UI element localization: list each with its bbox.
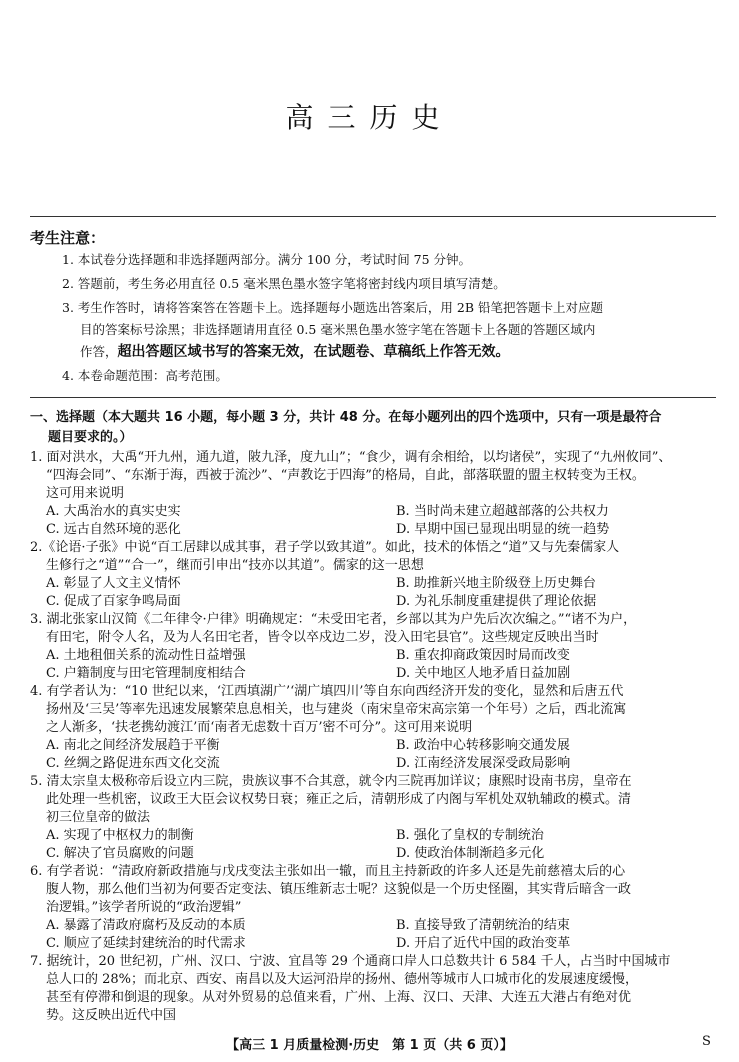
q6-option-b: B. 直接导致了清朝统治的结束 [396,918,570,933]
q1-option-c: C. 远古自然环境的恶化 [46,522,181,537]
q2-line-1: 2.《论语·子张》中说“百工居肆以成其事，君子学以致其道”。如此，技术的体悟之“道”又与先秦儒家人 [30,540,620,555]
q5-option-a: A. 实现了中枢权力的制衡 [46,828,194,843]
q6-option-d: D. 开启了近代中国的政治变革 [396,936,571,951]
q4-line-1: 4. 有学者认为：“10 世纪以来，‘江西填湖广’‘湖广填四川’等自东向西经济开发的变化，显然和后唐五代 [30,684,624,699]
q7-line-3: 甚至有停滞和倒退的现象。从对外贸易的总值来看，广州、上海、汉口、天津、大连五大港占有绝对优 [46,990,632,1005]
q1-option-d: D. 早期中国已显现出明显的统一趋势 [396,522,610,537]
q3-option-d: D. 关中地区人地矛盾日益加剧 [396,666,571,681]
q2-option-d: D. 为礼乐制度重建提供了理论依据 [396,594,597,609]
q3-option-a: A. 土地租佃关系的流动性日益增强 [46,648,246,663]
q4-option-a: A. 南北之间经济发展趋于平衡 [46,738,220,753]
notice-item-4: 4. 本卷命题范围：高考范围。 [62,368,228,383]
divider-top [30,216,716,217]
notice-warning: 超出答题区域书写的答案无效，在试题卷、草稿纸上作答无效。 [117,344,510,360]
notice-item-3: 3. 考生作答时，请将答案答在答题卡上。选择题每小题选出答案后，用 2B 铅笔把答题卡上对应题 [62,300,603,315]
notice-item-2: 2. 答题前，考生务必用直径 0.5 毫米黑色墨水签字笔将密封线内项目填写清楚。 [62,276,506,291]
notice-item-3-end-text: 作答， [80,344,118,359]
q4-option-d: D. 江南经济发展深受政局影响 [396,756,571,771]
page-footer: 【高三 1 月质量检测·历史 第 1 页（共 6 页）】 [226,1038,513,1053]
notice-item-1: 1. 本试卷分选择题和非选择题两部分。满分 100 分，考试时间 75 分钟。 [62,252,472,267]
q6-line-1: 6. 有学者说：“清政府新政措施与戊戌变法主张如出一辙，而且主持新政的许多人还是先前慈禧太后的心 [30,864,626,879]
q6-option-c: C. 顺应了延续封建统治的时代需求 [46,936,246,951]
q4-option-c: C. 丝绸之路促进东西文化交流 [46,756,220,771]
divider-bottom [30,397,716,398]
q3-line-1: 3. 湖北张家山汉简《二年律令·户律》明确规定：“未受田宅者，乡部以其为户先后次次编之。”“诸不为户， [30,612,637,627]
q1-option-a: A. 大禹治水的真实史实 [46,504,181,519]
exam-title: 高三历史 [285,101,454,134]
q7-line-1: 7. 据统计，20 世纪初，广州、汉口、宁波、宜昌等 29 个通商口岸人口总数共计 6 584 千人，占当时中国城市 [30,954,671,969]
q5-line-2: 此处理一些机密，议政王大臣会议权势日衰；雍正之后，清朝形成了内阁与军机处双轨辅政的模式。清 [46,792,632,807]
notice-item-3-cont: 目的答案标号涂黑；非选择题请用直径 0.5 毫米黑色墨水签字笔在答题卡上各题的答题区域内 [80,322,596,337]
q7-line-2: 总人口的 28%；而北京、西安、南昌以及大运河沿岸的扬州、德州等城市人口城市化的发展速度缓慢， [46,972,639,987]
q3-option-b: B. 重农抑商政策因时局而改变 [396,648,570,663]
q1-line-1: 1. 面对洪水，大禹“开九州，通九道，陂九泽，度九山”；“食少，调有余相给，以均诸侯”，实现了“九州攸同”、 [30,450,672,465]
q5-option-d: D. 使政治体制渐趋多元化 [396,846,545,861]
footer-mark: S [702,1034,711,1049]
notice-item-3-end [80,341,510,361]
q2-option-b: B. 助推新兴地主阶级登上历史舞台 [396,576,596,591]
q5-line-3: 初三位皇帝的做法 [46,810,151,825]
q5-line-1: 5. 清太宗皇太极称帝后设立内三院，贵族议事不合其意，就令内三院再加详议；康熙时设南书房，皇帝在 [30,774,632,789]
q4-line-3: 之人渐多，‘扶老携幼渡江’而‘南者无虑数十百万’密不可分”。这可用来说明 [46,720,473,735]
q4-option-b: B. 政治中心转移影响交通发展 [396,738,570,753]
q5-option-b: B. 强化了皇权的专制统治 [396,828,544,843]
q1-line-2: “四海会同”、“东渐于海，西被于流沙”、“声教讫于四海”的格局，自此，部落联盟的盟主权转变为王权。 [46,468,645,483]
q1-line-3: 这可用来说明 [46,486,125,501]
q1-option-b: B. 当时尚未建立超越部落的公共权力 [396,504,609,519]
q6-line-3: 治逻辑。”该学者所说的“政治逻辑” [46,900,242,915]
q6-option-a: A. 暴露了清政府腐朽及反动的本质 [46,918,246,933]
q3-option-c: C. 户籍制度与田宅管理制度相结合 [46,666,246,681]
q2-option-a: A. 彰显了人文主义情怀 [46,576,181,591]
section-heading: 一、选择题（本大题共 16 小题，每小题 3 分，共计 48 分。在每小题列出的四个选项中，只有一项是最符合 [30,410,662,425]
q5-option-c: C. 解决了官员腐败的问题 [46,846,194,861]
q3-line-2: 有田宅，附令人名，及为人名田宅者，皆令以卒戍边二岁，没入田宅县官”。这些规定反映出当时 [46,630,599,645]
q7-line-4: 势。这反映出近代中国 [46,1008,177,1023]
q4-line-2: 扬州及‘三吴’等率先迅速发展繁荣息息相关，也与建炎（南宋皇帝宋高宗第一个年号）之后，西北流寓 [46,702,627,717]
q2-line-2: 生修行之“道”“合一”，继而引申出“技亦以其道”。儒家的这一思想 [46,558,424,573]
notice-heading: 考生注意： [30,229,106,247]
q6-line-2: 腹人物，那么他们当初为何要否定变法、镇压维新志士呢？这貌似是一个历史怪圈，其实背后暗含一政 [46,882,632,897]
section-heading-cont: 题目要求的。） [48,430,133,445]
q2-option-c: C. 促成了百家争鸣局面 [46,594,181,609]
